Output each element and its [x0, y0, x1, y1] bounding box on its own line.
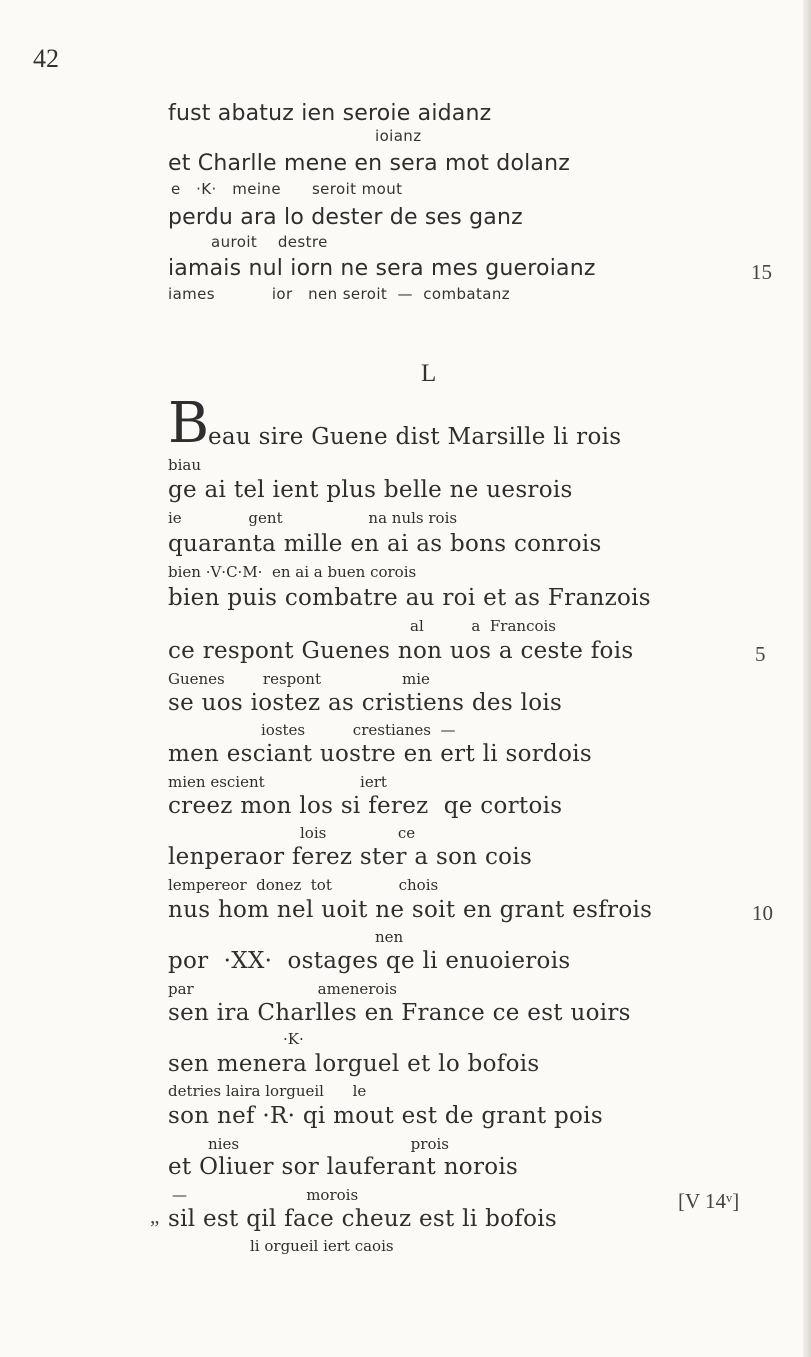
- margin-mark: „: [150, 1204, 160, 1228]
- verse-line: quaranta mille en ai as bons conrois: [168, 531, 602, 557]
- verse-line: sen menera lorguel et lo bofois: [168, 1051, 540, 1077]
- gloss-line: ioianz: [375, 127, 422, 145]
- verse-line: fust abatuz ien seroie aidanz: [168, 101, 492, 126]
- gloss-line: — morois: [172, 1186, 359, 1204]
- verse-line: iamais nul iorn ne sera mes gueroianz: [168, 256, 596, 281]
- dropcap-letter: B: [168, 391, 210, 456]
- verse-line: ge ai tel ient plus belle ne uesrois: [168, 477, 573, 503]
- line-number: 5: [755, 642, 766, 666]
- gloss-line: biau: [168, 456, 202, 474]
- verse-line: sen ira Charlles en France ce est uoirs: [168, 1000, 631, 1026]
- verse-line: men esciant uostre en ert li sordois: [168, 741, 592, 767]
- verse-line: sil est qil face cheuz est li bofois: [168, 1206, 557, 1232]
- verse-line: ce respont Guenes non uos a ceste fois: [168, 638, 634, 664]
- gloss-line: ie gent na nuls rois: [168, 509, 458, 527]
- verse-line: nus hom nel uoit ne soit en grant esfrois: [168, 897, 653, 923]
- gloss-line: lois ce: [300, 824, 416, 842]
- gloss-line: nies prois: [208, 1135, 449, 1153]
- folio-reference: [V 14ᵛ]: [678, 1189, 740, 1213]
- verse-line: por ·XX· ostages qe li enuoierois: [168, 948, 571, 974]
- line-number: 10: [752, 901, 773, 925]
- verse-line: et Oliuer sor lauferant norois: [168, 1154, 519, 1180]
- gloss-line: par amenerois: [168, 980, 397, 998]
- gloss-line: nen: [375, 928, 404, 946]
- verse-line: son nef ·R· qi mout est de grant pois: [168, 1103, 603, 1129]
- gloss-line: lempereor donez tot chois: [168, 876, 439, 894]
- line-number: 15: [751, 260, 772, 284]
- section-letter: L: [421, 360, 437, 387]
- gloss-line: al a Francois: [410, 617, 557, 635]
- verse-line: perdu ara lo dester de ses ganz: [168, 205, 523, 230]
- gloss-line: mien escient iert: [168, 773, 387, 791]
- verse-line: eau sire Guene dist Marsille li rois: [208, 424, 622, 450]
- gloss-line: li orgueil iert caois: [250, 1237, 394, 1255]
- verse-line: creez mon los si ferez qe cortois: [168, 793, 563, 819]
- page-edge: [803, 0, 811, 1357]
- verse-line: bien puis combatre au roi et as Franzois: [168, 585, 651, 611]
- verse-line: et Charlle mene en sera mot dolanz: [168, 151, 570, 176]
- gloss-line: Guenes respont mie: [168, 670, 430, 688]
- gloss-line: auroit destre: [211, 233, 328, 251]
- gloss-line: ·K·: [283, 1030, 304, 1048]
- gloss-line: iostes crestianes —: [261, 721, 456, 739]
- gloss-line: e ·K· meine seroit mout: [171, 180, 403, 198]
- gloss-line: bien ·V·C·M· en ai a buen corois: [168, 563, 417, 581]
- gloss-line: iames ior nen seroit — combatanz: [168, 285, 511, 303]
- page-number: 42: [33, 44, 59, 73]
- verse-line: lenperaor ferez ster a son cois: [168, 844, 533, 870]
- gloss-line: detries laira lorgueil le: [168, 1082, 367, 1100]
- verse-line: se uos iostez as cristiens des lois: [168, 690, 563, 716]
